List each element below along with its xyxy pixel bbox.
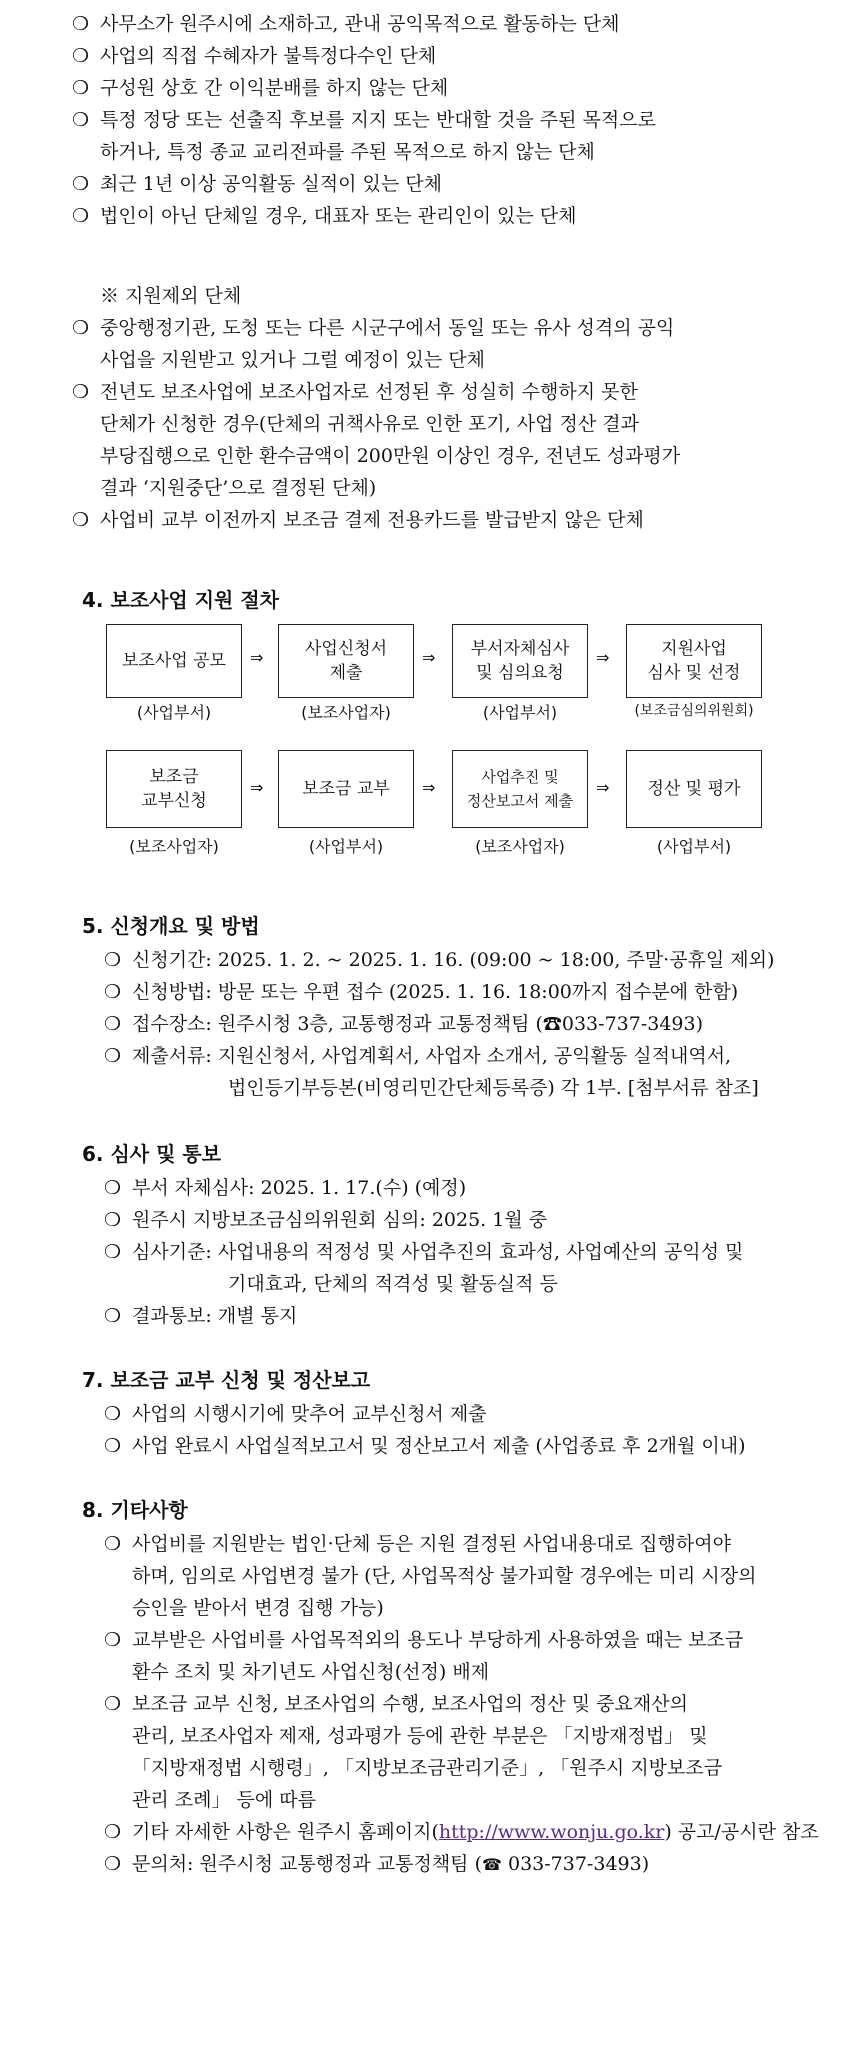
flow-step-role: (보조사업자)	[129, 837, 219, 856]
bullet-icon: ❍	[72, 77, 90, 99]
bullet-icon: ❍	[72, 173, 90, 195]
bullet-icon: ❍	[104, 1177, 122, 1199]
flow-step-box: 부서자체심사 및 심의요청	[452, 624, 588, 698]
section-6-title: 6. 심사 및 통보	[82, 1142, 222, 1166]
eligibility-item: ❍ 법인이 아닌 단체일 경우, 대표자 또는 관리인이 있는 단체	[100, 200, 780, 232]
flow-step-role: (사업부서)	[136, 703, 212, 722]
review-item: ❍ 결과통보: 개별 통지	[132, 1300, 812, 1332]
misc-item: ❍ 사업비를 지원받는 법인·단체 등은 지원 결정된 사업내용대로 집행하여야 하며, 임의로 사업변경 불가 (단, 사업목적상 불가피할 경우에는 미리 시장의 승인을 받아서 변경 집행 가능)	[132, 1528, 812, 1624]
misc-item: ❍ 문의처: 원주시청 교통행정과 교통정책팀 (☎ 033-737-3493)	[132, 1848, 812, 1881]
section-7-title: 7. 보조금 교부 신청 및 정산보고	[82, 1368, 371, 1392]
flow-step-role: (보조금심의위원회)	[634, 703, 754, 719]
bullet-icon: ❍	[104, 1629, 122, 1651]
bullet-icon: ❍	[72, 45, 90, 67]
flow-step-box: 지원사업 심사 및 선정	[626, 624, 762, 698]
flow-step-box: 보조금 교부	[278, 750, 414, 828]
bullet-icon: ❍	[104, 1435, 122, 1457]
eligibility-item: ❍ 최근 1년 이상 공익활동 실적이 있는 단체	[100, 168, 780, 200]
report-item: ❍ 사업의 시행시기에 맞추어 교부신청서 제출	[132, 1398, 812, 1430]
flow-step-box: 사업추진 및 정산보고서 제출	[452, 750, 588, 828]
eligibility-item: ❍ 사업의 직접 수혜자가 불특정다수인 단체	[100, 40, 780, 72]
eligibility-item: ❍ 특정 정당 또는 선출직 후보를 지지 또는 반대할 것을 주된 목적으로 하거나, 특정 종교 교리전파를 주된 목적으로 하지 않는 단체	[100, 104, 780, 168]
bullet-icon: ❍	[104, 1821, 122, 1843]
eligibility-item: ❍ 구성원 상호 간 이익분배를 하지 않는 단체	[100, 72, 780, 104]
bullet-icon: ❍	[72, 317, 90, 339]
bullet-icon: ❍	[104, 1305, 122, 1327]
flow-step-box: 정산 및 평가	[626, 750, 762, 828]
flow-step-role: (사업부서)	[308, 837, 384, 856]
exclusion-title: ※ 지원제외 단체	[100, 285, 242, 307]
application-item: ❍ 신청기간: 2025. 1. 2. ~ 2025. 1. 16. (09:00 ~ 18:00, 주말·공휴일 제외)	[132, 944, 812, 976]
flow-arrow-icon: ⇒	[250, 778, 264, 797]
flow-step-box: 보조사업 공모	[106, 624, 242, 698]
bullet-icon: ❍	[72, 205, 90, 227]
flow-step-role: (사업부서)	[656, 837, 732, 856]
misc-item: ❍ 보조금 교부 신청, 보조사업의 수행, 보조사업의 정산 및 중요재산의 관리, 보조사업자 제재, 성과평가 등에 관한 부분은 「지방재정법」 및 「지방재정법 시행령」, 「지방보조금관리기준」, 「원주시 지방보조금 관리 조례」 등에 따름	[132, 1688, 812, 1816]
section-5-title: 5. 신청개요 및 방법	[82, 914, 260, 938]
application-item: ❍ 제출서류: 지원신청서, 사업계획서, 사업자 소개서, 공익활동 실적내역서, 법인등기부등본(비영리민간단체등록증) 각 1부. [첨부서류 참조]	[132, 1040, 812, 1104]
flow-step-box: 보조금 교부신청	[106, 750, 242, 828]
eligibility-item: ❍ 사무소가 원주시에 소재하고, 관내 공익목적으로 활동하는 단체	[100, 8, 780, 40]
flow-step-box: 사업신청서 제출	[278, 624, 414, 698]
report-item: ❍ 사업 완료시 사업실적보고서 및 정산보고서 제출 (사업종료 후 2개월 이내)	[132, 1430, 812, 1462]
bullet-icon: ❍	[104, 1853, 122, 1875]
flow-step-role: (보조사업자)	[301, 703, 391, 722]
review-item: ❍ 부서 자체심사: 2025. 1. 17.(수) (예정)	[132, 1172, 812, 1204]
review-item: ❍ 심사기준: 사업내용의 적정성 및 사업추진의 효과성, 사업예산의 공익성 및 기대효과, 단체의 적격성 및 활동실적 등	[132, 1236, 812, 1300]
application-item: ❍ 신청방법: 방문 또는 우편 접수 (2025. 1. 16. 18:00까지 접수분에 한함)	[132, 976, 812, 1008]
flow-arrow-icon: ⇒	[250, 648, 264, 667]
misc-item: ❍ 교부받은 사업비를 사업목적외의 용도나 부당하게 사용하였을 때는 보조금 환수 조치 및 차기년도 사업신청(선정) 배제	[132, 1624, 812, 1688]
bullet-icon: ❍	[104, 949, 122, 971]
flow-arrow-icon: ⇒	[596, 778, 610, 797]
phone-icon: ☎	[482, 1855, 502, 1874]
section-4-title: 4. 보조사업 지원 절차	[82, 588, 279, 612]
review-item: ❍ 원주시 지방보조금심의위원회 심의: 2025. 1월 중	[132, 1204, 812, 1236]
bullet-icon: ❍	[72, 381, 90, 403]
bullet-icon: ❍	[72, 109, 90, 131]
homepage-link[interactable]: http://www.wonju.go.kr	[438, 1821, 665, 1843]
bullet-icon: ❍	[104, 981, 122, 1003]
bullet-icon: ❍	[104, 1209, 122, 1231]
bullet-icon: ❍	[104, 1403, 122, 1425]
exclusion-item: ❍ 전년도 보조사업에 보조사업자로 선정된 후 성실히 수행하지 못한 단체가 신청한 경우(단체의 귀책사유로 인한 포기, 사업 정산 결과 부당집행으로 인한 환수금액이 200만원 이상인 경우, 전년도 성과평가 결과 ‘지원중단’으로 결정된 단체)	[100, 376, 780, 504]
flow-arrow-icon: ⇒	[422, 778, 436, 797]
application-item: ❍ 접수장소: 원주시청 3층, 교통행정과 교통정책팀 (☎033-737-3493)	[132, 1008, 812, 1040]
exclusion-item: ❍ 중앙행정기관, 도청 또는 다른 시군구에서 동일 또는 유사 성격의 공익 사업을 지원받고 있거나 그럴 예정이 있는 단체	[100, 312, 780, 376]
bullet-icon: ❍	[104, 1693, 122, 1715]
bullet-icon: ❍	[104, 1533, 122, 1555]
bullet-icon: ❍	[72, 509, 90, 531]
section-8-title: 8. 기타사항	[82, 1498, 188, 1522]
flow-step-role: (보조사업자)	[475, 837, 565, 856]
flow-arrow-icon: ⇒	[422, 648, 436, 667]
flow-arrow-icon: ⇒	[596, 648, 610, 667]
exclusion-item: ❍ 사업비 교부 이전까지 보조금 결제 전용카드를 발급받지 않은 단체	[100, 504, 780, 536]
bullet-icon: ❍	[104, 1241, 122, 1263]
bullet-icon: ❍	[72, 13, 90, 35]
flow-step-role: (사업부서)	[482, 703, 558, 722]
bullet-icon: ❍	[104, 1045, 122, 1067]
misc-item: ❍ 기타 자세한 사항은 원주시 홈페이지(http://www.wonju.go.kr) 공고/공시란 참조	[132, 1816, 812, 1848]
bullet-icon: ❍	[104, 1013, 122, 1035]
